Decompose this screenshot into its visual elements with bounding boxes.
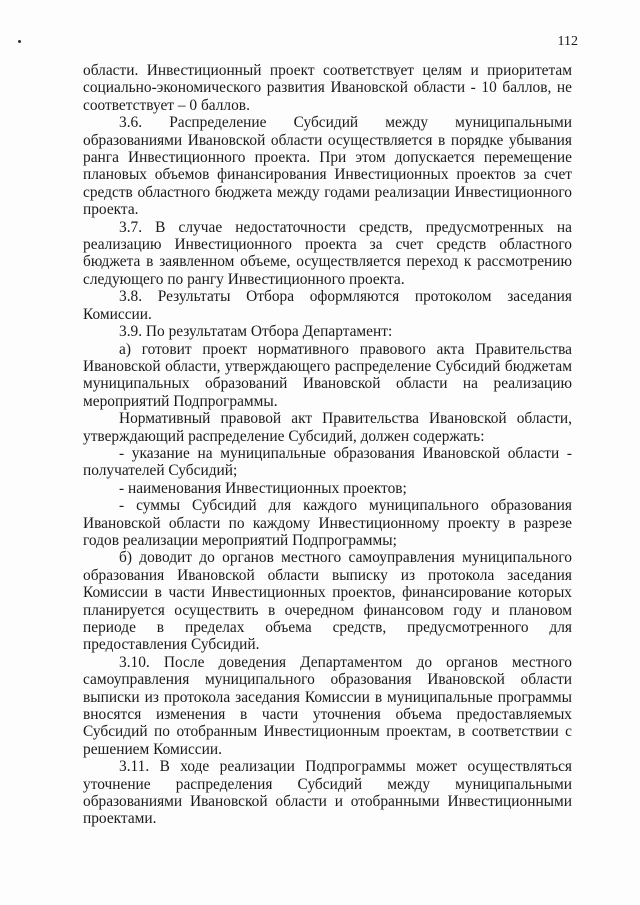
paragraph-3-9-a: а) готовит проект нормативного правового акта Правительства Ивановской области, утверждающего распределение Субсидий бюджетам муниципальных образований Ивановской области на реализацию мероприятий Подпрограммы.: [83, 340, 572, 410]
paragraph-3-10: 3.10. После доведения Департаментом до органов местного самоуправления муниципального образования Ивановской области выписки из протокола заседания Комиссии в муниципальные программы вносятся изменения в части уточнения объема предоставляемых Субсидий по отобранным Инвестиционным проектам, в соответствии с решением Комиссии.: [83, 653, 572, 758]
paragraph-3-9-b: б) доводит до органов местного самоуправления муниципального образования Ивановской области выписку из протокола заседания Комиссии в части Инвестиционных проектов, финансирование которых планируется осуществить в очередном финансовом году и плановом периоде в пределах объема средств, предусмотренного для предоставления Субсидий.: [83, 549, 572, 654]
page-number: 112: [557, 34, 578, 49]
list-item-subsidy-amounts: - суммы Субсидий для каждого муниципального образования Ивановской области по каждому Инвестиционному проекту в разрезе годов реализации мероприятий Подпрограммы;: [83, 497, 572, 549]
list-item-recipients: - указание на муниципальные образования Ивановской области - получателей Субсидий;: [83, 444, 572, 480]
paragraph-3-6: 3.6. Распределение Субсидий между муниципальными образованиями Ивановской области осуществляется в порядке убывания ранга Инвестиционного проекта. При этом допускается перемещение плановых объемов финансирования Инвестиционных проектов за счет средств областного бюджета между годами реализации Инвестиционного проекта.: [83, 114, 572, 219]
list-item-project-names: - наименования Инвестиционных проектов;: [119, 479, 407, 497]
scan-speck: [18, 40, 21, 43]
paragraph-3-11: 3.11. В ходе реализации Подпрограммы может осуществляться уточнение распределения Субсидий между муниципальными образованиями Ивановской области и отобранными Инвестиционными проектами.: [83, 758, 572, 828]
paragraph-3-7: 3.7. В случае недостаточности средств, предусмотренных на реализацию Инвестиционного проекта за счет средств областного бюджета в заявленном объеме, осуществляется переход к рассмотрению следующего по рангу Инвестиционного проекта.: [83, 218, 572, 288]
paragraph-legal-act-contents: Нормативный правовой акт Правительства Ивановской области, утверждающий распределение Субсидий, должен содержать:: [83, 410, 572, 445]
paragraph-3-9: 3.9. По результатам Отбора Департамент:: [119, 323, 393, 341]
document-body: [83, 62, 572, 828]
paragraph-3-8: 3.8. Результаты Отбора оформляются протоколом заседания Комиссии.: [83, 288, 572, 323]
paragraph-criteria-continuation: области. Инвестиционный проект соответствует целям и приоритетам социально-экономического развития Ивановской области - 10 баллов, не соответствует – 0 баллов.: [83, 62, 572, 114]
